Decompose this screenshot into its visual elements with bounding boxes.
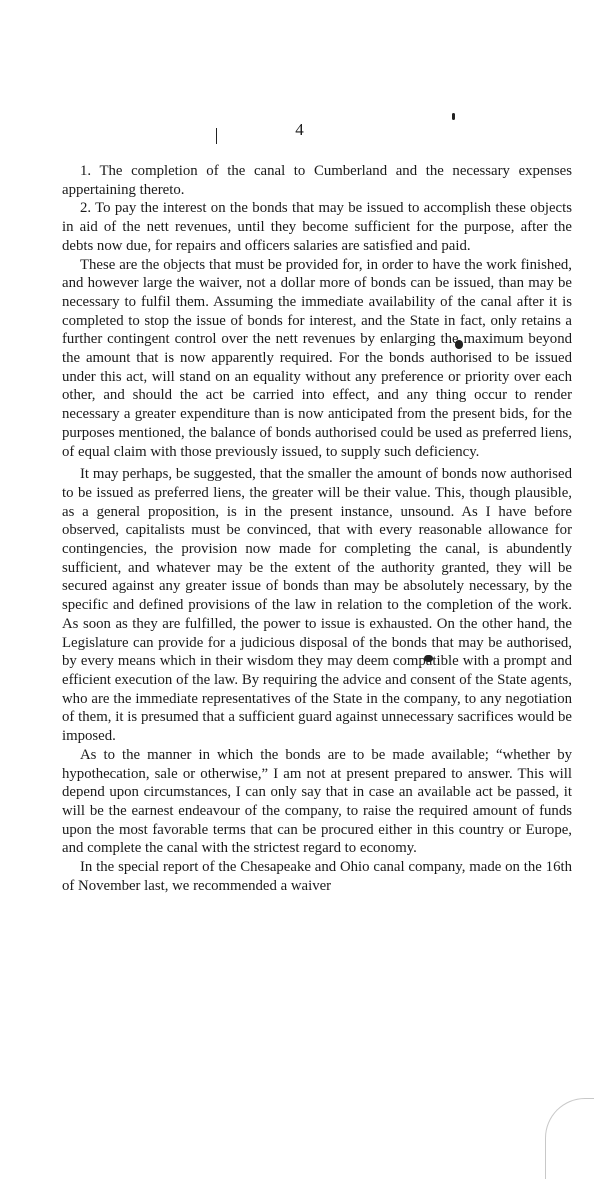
page-number: 4 (295, 120, 305, 139)
page-corner-mark (545, 1098, 594, 1179)
paragraph: These are the objects that must be provided for, in order to have the work finished, and however large the waiver, not a dollar more of bonds can be issued, than may be necessary to fulfil them. Assuming the immediate availability of the canal after it is completed to stop the issue of bonds for interest, and the State in fact, only retains a further contingent control over the nett revenues by enlarging the maximum beyond the amount that is now apparently required. For the bonds authorised to be issued under this act, will stand on an equality without any preference or priority over each other, and should the act be carried into effect, and any thing occur to render necessary a greater expenditure than is now anticipated from the present bids, for the purposes mentioned, the balance of bonds authorised could be used as preferred liens, of equal claim with those previously issued, to supply such deficiency. (62, 256, 572, 460)
ink-mark (452, 113, 455, 120)
paragraph: It may perhaps, be suggested, that the smaller the amount of bonds now authorised to be issued as preferred liens, the greater will be their value. This, though plausible, as a general proposition, is in the present instance, unsound. As I have before observed, capitalists must be convinced, that with every reasonable allowance for contingencies, the provision now made for completing the canal, is abundently sufficient, and whatever may be the extent of the authority granted, they will be secured against any greater issue of bonds than may be absolutely necessary, by the specific and defined provisions of the law in relation to the completion of the work. As soon as they are fulfilled, the power to issue is exhausted. On the other hand, the Legislature can provide for a judicious disposal of the bonds that may be authorised, by every means which in their wisdom they may deem compatible with a prompt and efficient execution of the law. By requiring the advice and consent of the State agents, who are the immediate representatives of the State in the company, to any negotiation of them, it is presumed that a sufficient guard against unnecessary sacrifices would be imposed. (62, 466, 572, 745)
paragraph: As to the manner in which the bonds are to be made available; “whether by hypothecation, sale or otherwise,” I am not at present prepared to answer. This will depend upon circumstances, I can only say that in case an available act be passed, it will be the earnest endeavour of the company, to raise the required amount of funds upon the most favorable terms that can be procured either in this country or Europe, and complete the canal with the strictest regard to economy. (62, 746, 572, 857)
paragraph: 2. To pay the interest on the bonds that may be issued to accomplish these objects in aid of the nett revenues, until they become sufficient for the purpose, after the debts now due, for repairs and officers salaries are satisfied and paid. (62, 200, 572, 254)
paragraph: 1. The completion of the canal to Cumberland and the necessary expenses appertaining thereto. (62, 163, 572, 198)
body-text (62, 162, 572, 895)
paragraph: In the special report of the Chesapeake and Ohio canal company, made on the 16th of November last, we recommended a waiver (62, 859, 572, 894)
